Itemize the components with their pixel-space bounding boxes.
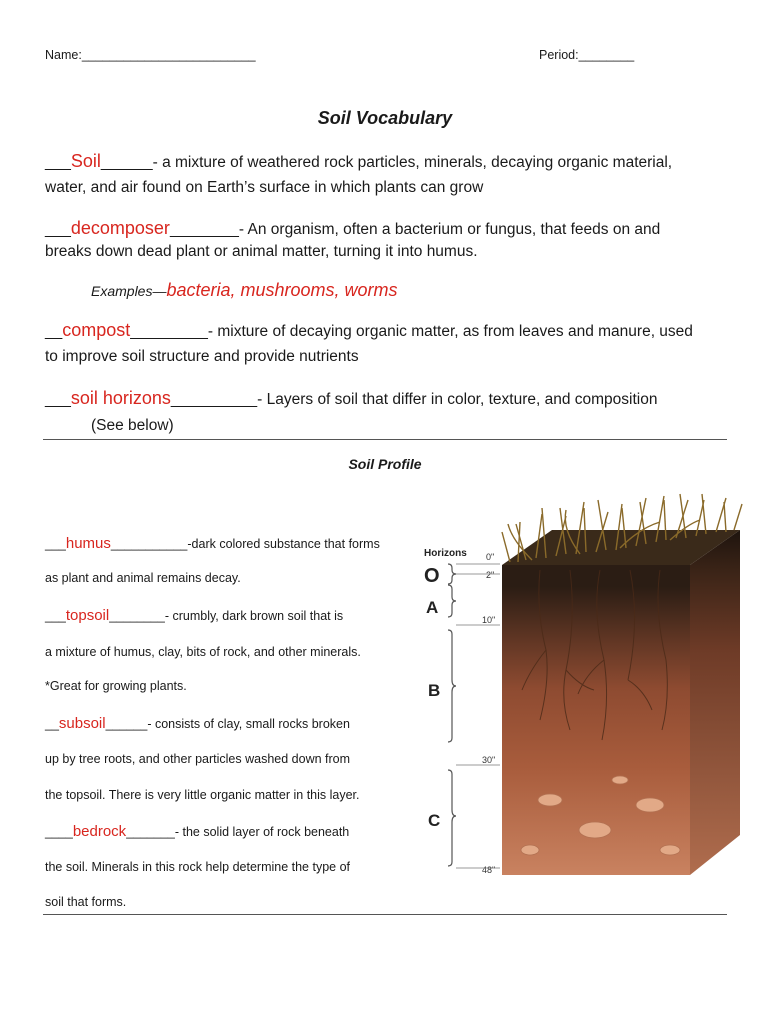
profile-heading: Soil Profile	[348, 456, 422, 472]
vocab-item-soil-horizons-line2: (See below)	[91, 417, 174, 434]
profile-bedrock-line3: soil that forms.	[45, 895, 127, 909]
profile-subsoil-line3: the topsoil. There is very little organic matter in this layer.	[45, 788, 360, 802]
depth-30: 30"	[482, 755, 496, 765]
period-blank[interactable]: ________	[578, 48, 635, 62]
page-title: Soil Vocabulary	[317, 108, 453, 128]
answer-humus: humus	[65, 535, 111, 552]
horizon-label-a: A	[426, 598, 439, 617]
answer-compost: compost	[62, 320, 131, 340]
horizon-label-o: O	[424, 565, 440, 587]
horizon-label-c: C	[428, 811, 441, 830]
answer-topsoil: topsoil	[65, 607, 110, 624]
name-blank[interactable]: _________________________	[81, 48, 256, 62]
answer-bedrock: bedrock	[72, 823, 127, 840]
depth-10: 10"	[482, 615, 496, 625]
vocab-item-soil: ___Soil______- a mixture of weathered rock particles, minerals, decaying organic material,	[45, 151, 673, 171]
answer-soil-horizons: soil horizons	[70, 388, 171, 408]
vocab-item-decomposer: ___decomposer________- An organism, often a bacterium or fungus, that feeds on and	[45, 218, 661, 238]
vocab-item-compost-line2: to improve soil structure and provide nutrients	[45, 348, 359, 365]
depth-48: 48"	[482, 865, 496, 875]
horizon-label-b: B	[428, 681, 441, 700]
horizon-brackets	[448, 564, 456, 866]
profile-humus-line2: as plant and animal remains decay.	[45, 571, 241, 585]
vocab-item-compost: __compost_________- mixture of decaying organic matter, as from leaves and manure, used	[45, 320, 693, 340]
period-line	[539, 48, 634, 62]
profile-bedrock-line2: the soil. Minerals in this rock help determine the type of	[45, 860, 351, 874]
soil-block-side	[690, 530, 740, 875]
profile-subsoil-line2: up by tree roots, and other particles washed down from	[45, 752, 351, 766]
name-label: Name:	[45, 48, 82, 62]
divider-bottom	[43, 914, 727, 915]
answer-decomposer: decomposer	[70, 218, 170, 238]
profile-topsoil-line2: a mixture of humus, clay, bits of rock, and other minerals.	[45, 645, 361, 659]
profile-topsoil-line3: *Great for growing plants.	[45, 679, 187, 693]
depth-2: 2"	[486, 570, 495, 580]
horizons-heading: Horizons	[424, 548, 467, 559]
profile-item-bedrock: ____bedrock_______- the solid layer of rock beneath	[45, 823, 350, 840]
vocab-item-soil-horizons: ___soil horizons__________- Layers of soil that differ in color, texture, and composition	[45, 388, 658, 408]
answer-soil: Soil	[70, 151, 101, 171]
period-label: Period:	[539, 48, 579, 62]
profile-item-subsoil: __subsoil______- consists of clay, small rocks broken	[45, 715, 350, 732]
depth-0: 0"	[486, 552, 495, 562]
vocab-item-soil-line2: water, and air found on Earth’s surface in which plants can grow	[45, 179, 484, 196]
profile-item-topsoil: ___topsoil________- crumbly, dark brown soil that is	[45, 607, 344, 624]
answer-subsoil: subsoil	[58, 715, 106, 732]
soil-profile-diagram	[420, 480, 750, 880]
examples-answer: bacteria, mushrooms, worms	[166, 280, 398, 300]
depth-ticks	[456, 564, 500, 868]
profile-item-humus: ___humus___________-dark colored substance that forms	[45, 535, 380, 552]
examples-line	[91, 280, 398, 301]
divider-top	[43, 439, 727, 440]
examples-label: Examples—	[91, 283, 167, 299]
vocab-item-decomposer-line2: breaks down dead plant or animal matter, turning it into humus.	[45, 243, 478, 260]
name-line	[45, 48, 256, 62]
